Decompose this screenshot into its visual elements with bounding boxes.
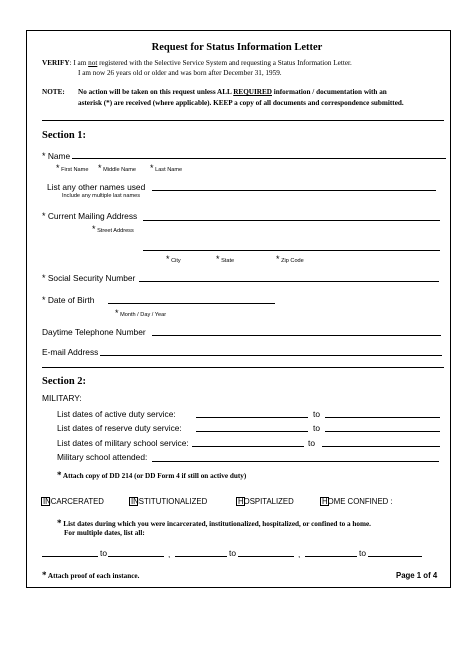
home-confined-label: HOME CONFINED : (322, 497, 393, 506)
military-label: MILITARY: (42, 393, 82, 403)
range3-to: to (359, 548, 366, 558)
reserve-duty-from-field[interactable] (196, 431, 308, 432)
hospitalized-label: HOSPITALIZED (238, 497, 294, 506)
other-names-field[interactable] (152, 190, 436, 191)
phone-label: Daytime Telephone Number (42, 327, 146, 337)
note-text-a: No action will be taken on this request unless ALL (78, 88, 234, 96)
name-sub-middle: * Middle Name (98, 163, 137, 173)
name-sub-first: * First Name (56, 163, 89, 173)
name-sub-last: * Last Name (150, 163, 183, 173)
note-label: NOTE: (42, 88, 65, 96)
ssn-label-text: Social Security Number (47, 273, 136, 283)
email-field[interactable] (100, 355, 442, 356)
attach-dd-text: Attach copy of DD 214 (or DD Form 4 if still on active duty) (62, 472, 247, 480)
note-required: REQUIRED (233, 88, 272, 96)
school-attended-label: Military school attended: (57, 452, 148, 462)
attach-dd-note: * Attach copy of DD 214 (or DD Form 4 if still on active duty) (57, 470, 247, 480)
range1-to-field[interactable] (108, 556, 164, 557)
state-sub-text: State (221, 258, 235, 264)
range2-from-field[interactable] (175, 556, 227, 557)
divider-top (42, 120, 444, 121)
range2-to: to (229, 548, 236, 558)
attach-proof-text: Attach proof of each instance. (47, 572, 140, 580)
page-number: Page 1 of 4 (396, 571, 438, 580)
mailing-label: * Current Mailing Address (42, 211, 138, 221)
zip-sub: * Zip Code (276, 254, 304, 264)
institutionalized-label: INSTITUTIONALIZED (131, 497, 208, 506)
first-name-sub: First Name (61, 167, 89, 173)
list-dates-line-2: For multiple dates, list all: (64, 529, 145, 537)
verify-line-2: I am now 26 years old or older and was born after December 31, 1959. (78, 69, 282, 77)
range1-from-field[interactable] (42, 556, 98, 557)
ssn-field[interactable] (139, 281, 439, 282)
range1-to: to (100, 548, 107, 558)
section2-heading: Section 2: (42, 376, 87, 387)
reserve-duty-to-field[interactable] (325, 431, 440, 432)
reserve-duty-to: to (313, 423, 320, 433)
active-duty-to-field[interactable] (325, 417, 440, 418)
school-service-label: List dates of military school service: (57, 438, 189, 448)
active-duty-to: to (313, 409, 320, 419)
dob-label: * Date of Birth (42, 295, 95, 305)
school-attended-field[interactable] (152, 461, 439, 462)
range-comma-2: , (298, 549, 301, 559)
other-names-hint: Include any multiple last names (62, 193, 141, 199)
range2-to-field[interactable] (238, 556, 294, 557)
incarcerated-label: INCARCERATED (43, 497, 104, 506)
dob-sub: * Month / Day / Year (115, 308, 167, 318)
city-sub-text: City (171, 258, 181, 264)
note-line-1 (78, 88, 387, 97)
name-label: * Name (42, 151, 71, 161)
street-sub-text: Street Address (97, 228, 134, 234)
last-name-sub: Last Name (155, 167, 183, 173)
street-field[interactable] (143, 220, 440, 221)
school-service-to: to (308, 438, 315, 448)
attach-proof-note: * Attach proof of each instance. (42, 570, 140, 580)
street-sub: * Street Address (92, 224, 134, 234)
verify-line-1 (42, 59, 352, 68)
school-service-from-field[interactable] (192, 446, 304, 447)
verify-not: not (88, 59, 98, 67)
range3-from-field[interactable] (305, 556, 357, 557)
range3-to-field[interactable] (368, 556, 422, 557)
city-sub: * City (166, 254, 181, 264)
other-names-label: List any other names used (47, 182, 146, 192)
mailing-label-text: Current Mailing Address (47, 211, 138, 221)
dob-field[interactable] (108, 303, 275, 304)
list-dates-line-1: * List dates during which you were incarcerated, institutionalized, hospitalized, or confined to a home. (57, 518, 371, 528)
middle-name-sub: Middle Name (103, 167, 137, 173)
name-field[interactable] (72, 158, 446, 159)
dob-label-text: Date of Birth (47, 295, 95, 305)
email-label: E-mail Address (42, 347, 99, 357)
active-duty-label: List dates of active duty service: (57, 409, 176, 419)
city-state-zip-field[interactable] (143, 250, 440, 251)
state-sub: * State (216, 254, 235, 264)
reserve-duty-label: List dates of reserve duty service: (57, 423, 182, 433)
verify-text-a: : I am (69, 59, 89, 67)
list-dates-text-1: List dates during which you were incarcerated, institutionalized, hospitalized, or confined to a home. (63, 520, 371, 528)
note-text-b: information / documentation with an (271, 88, 387, 96)
school-service-to-field[interactable] (322, 446, 440, 447)
active-duty-from-field[interactable] (196, 417, 308, 418)
phone-field[interactable] (152, 335, 441, 336)
section1-heading: Section 1: (42, 130, 87, 141)
ssn-label: * Social Security Number (42, 273, 136, 283)
name-label-text: Name (47, 151, 71, 161)
divider-mid (42, 367, 444, 368)
verify-text-b: registered with the Selective Service System and requesting a Status Information Letter. (97, 59, 352, 67)
form-title: Request for Status Information Letter (151, 42, 323, 53)
dob-sub-text: Month / Day / Year (120, 312, 167, 318)
range-comma: , (168, 549, 171, 559)
note-line-2: asterisk (*) are received (where applicable). KEEP a copy of all documents and correspondence submitted. (78, 99, 404, 107)
zip-sub-text: Zip Code (281, 258, 304, 264)
verify-label: VERIFY (42, 59, 70, 67)
